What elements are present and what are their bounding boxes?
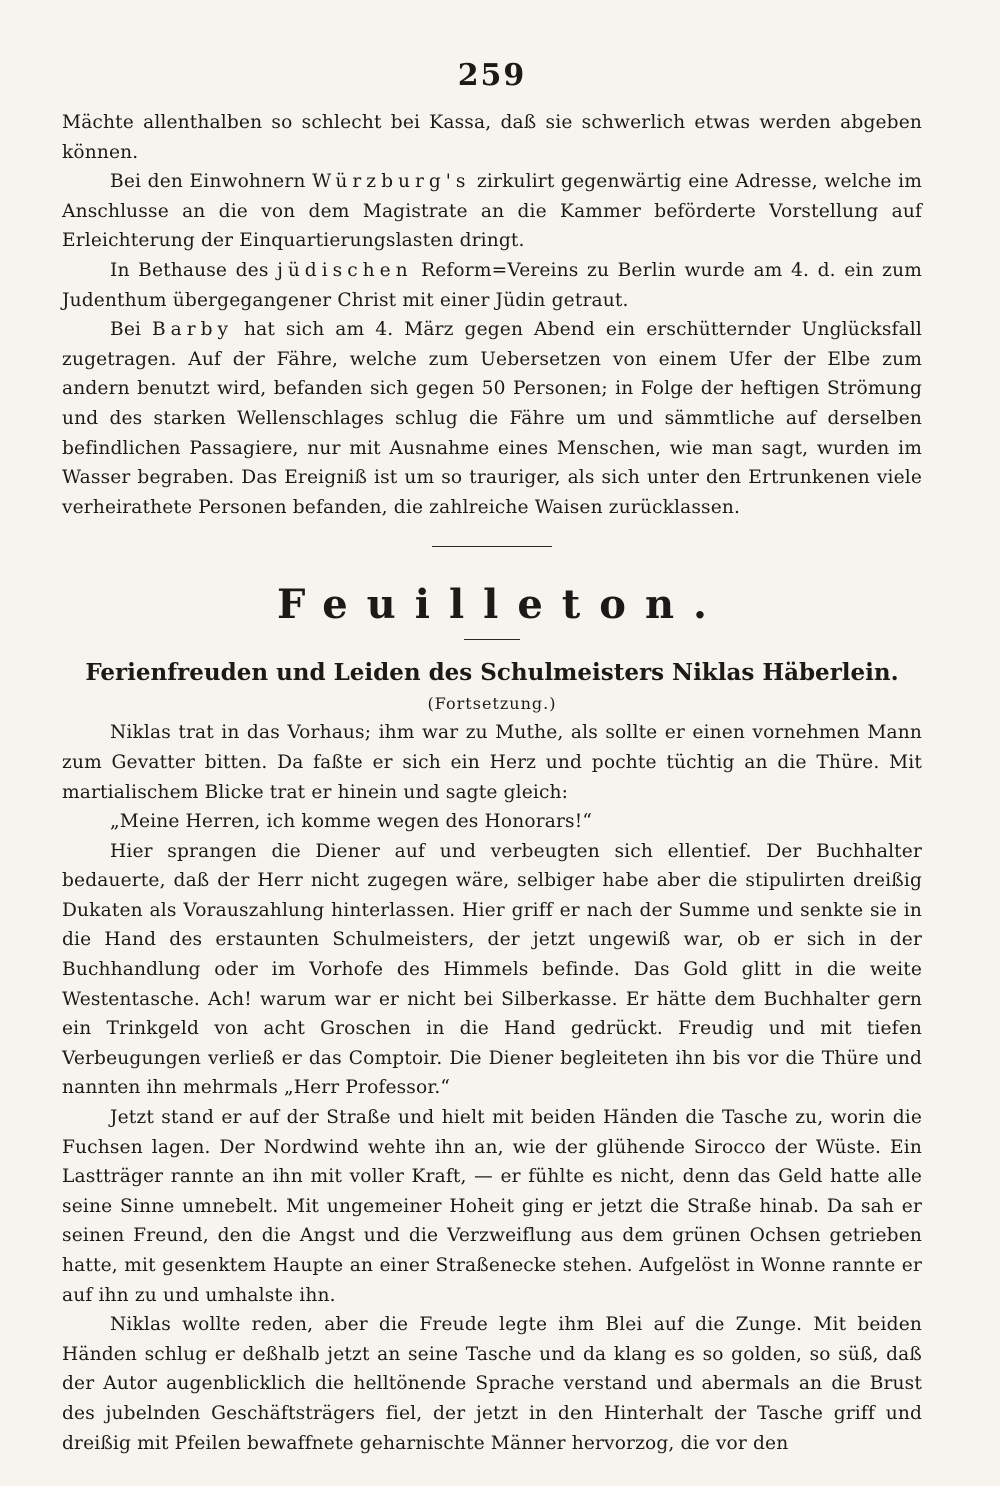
news-paragraph-2-start: Bei den Einwohnern (110, 171, 313, 193)
news-paragraph-3-rest: Reform=Vereins zu Berlin wurde am 4. d. ein zum Judenthum übergegangener Christ mit einer Jüdin getraut. (62, 259, 922, 311)
page-number: 259 (457, 58, 527, 93)
story-paragraph-2: „Meine Herren, ich komme wegen des Honorars!“ (110, 811, 592, 833)
news-paragraph-2 (62, 167, 922, 256)
news-paragraph-4-rest: hat sich am 4. März gegen Abend ein erschütternder Unglücksfall zugetragen. Auf der Fähre, welche zum Uebersetzen von einem Ufer der Elbe zum andern benutzt wird, befanden sich gegen 50 Personen; in Folge der heftigen Strömung und des starken Wellenschlages schlug die Fähre um und sämmtliche auf derselben befindlichen Passagiere, nur mit Ausnahme eines Menschen, wie man sagt, wurden im Wasser begraben. Das Ereigniß ist um so trauriger, als sich unter den Ertrunkenen viele verheirathete Personen befanden, die zahlreiche Waisen zurücklassen. (62, 319, 923, 518)
story-title: Ferienfreuden und Leiden des Schulmeisters Niklas Häberlein. (85, 659, 899, 687)
section-divider (432, 546, 552, 547)
news-paragraph-4-start: Bei (110, 319, 152, 341)
heading-divider (464, 639, 520, 640)
place-name-barby: Barby (152, 319, 234, 341)
news-paragraph-4 (62, 315, 922, 522)
continuation-note: (Fortsetzung.) (427, 694, 557, 714)
story-paragraph-4: Jetzt stand er auf der Straße und hielt mit beiden Händen die Tasche zu, worin die Fuchsen lagen. Der Nordwind wehte ihn an, wie der glühende Sirocco der Wüste. Ein Lastträger rannte an ihn mit voller Kraft, — er fühlte es nicht, denn das Geld hatte alle seine Sinne umnebelt. Mit ungemeiner Hoheit ging er jetzt die Straße hinab. Da sah er seinen Freund, den die Angst und die Verzweiflung aus dem grünen Ochsen getrieben hatte, mit gesenktem Haupte an einer Straßenecke stehen. Aufgelöst in Wonne rannte er auf ihn zu und umhalste ihn. (62, 1107, 922, 1306)
news-paragraph-3 (62, 256, 922, 315)
news-paragraph-1: Mächte allenthalben so schlecht bei Kassa, daß sie schwerlich etwas werden abgeben können. (62, 112, 922, 163)
news-paragraph-2-rest: zirkulirt gegenwärtig eine Adresse, welche im Anschlusse an die von dem Magistrate an die Kammer beförderte Vorstellung auf Erleichterung der Einquartierungslasten dringt. (62, 171, 922, 252)
feuilleton-heading: Feuilleton. (277, 581, 726, 629)
emphasis-juedischen: jüdischen (277, 259, 413, 281)
story-paragraph-3: Hier sprangen die Diener auf und verbeugten sich ellentief. Der Buchhalter bedauerte, daß der Herr nicht zugegen wäre, selbiger habe aber die stipulirten dreißig Dukaten als Vorauszahlung hinterlassen. Hier griff er nach der Summe und senkte sie in die Hand des erstaunten Schulmeisters, der jetzt ungewiß war, ob er sich in der Buchhandlung oder im Vorhofe des Himmels befinde. Das Gold glitt in die weite Westentasche. Ach! warum war er nicht bei Silberkasse. Er hätte dem Buchhalter gern ein Trinkgeld von acht Groschen in die Hand gedrückt. Freudig und mit tiefen Verbeugungen verließ er das Comptoir. Die Diener begleiteten ihn bis vor die Thüre und nannten ihn mehrmals „Herr Professor.“ (62, 840, 922, 1099)
story-paragraph-5: Niklas wollte reden, aber die Freude legte ihm Blei auf die Zunge. Mit beiden Händen schlug er deßhalb jetzt an seine Tasche und da klang es so golden, so süß, daß der Autor augenblicklich die helltönende Sprache verstand und abermals an die Brust des jubelnden Geschäftsträgers fiel, der jetzt in den Hinterhalt der Tasche griff und dreißig mit Pfeilen bewaffnete geharnischte Männer hervorzog, die vor den (62, 1314, 922, 1454)
story-paragraph-1: Niklas trat in das Vorhaus; ihm war zu Muthe, als sollte er einen vornehmen Mann zum Gevatter bitten. Da faßte er sich ein Herz und pochte tüchtig an die Thüre. Mit martialischem Blicke trat er hinein und sagte gleich: (62, 722, 922, 803)
news-paragraph-3-start: In Bethause des (110, 259, 278, 281)
place-name-wuerzburg: Würzburg's (312, 171, 471, 193)
